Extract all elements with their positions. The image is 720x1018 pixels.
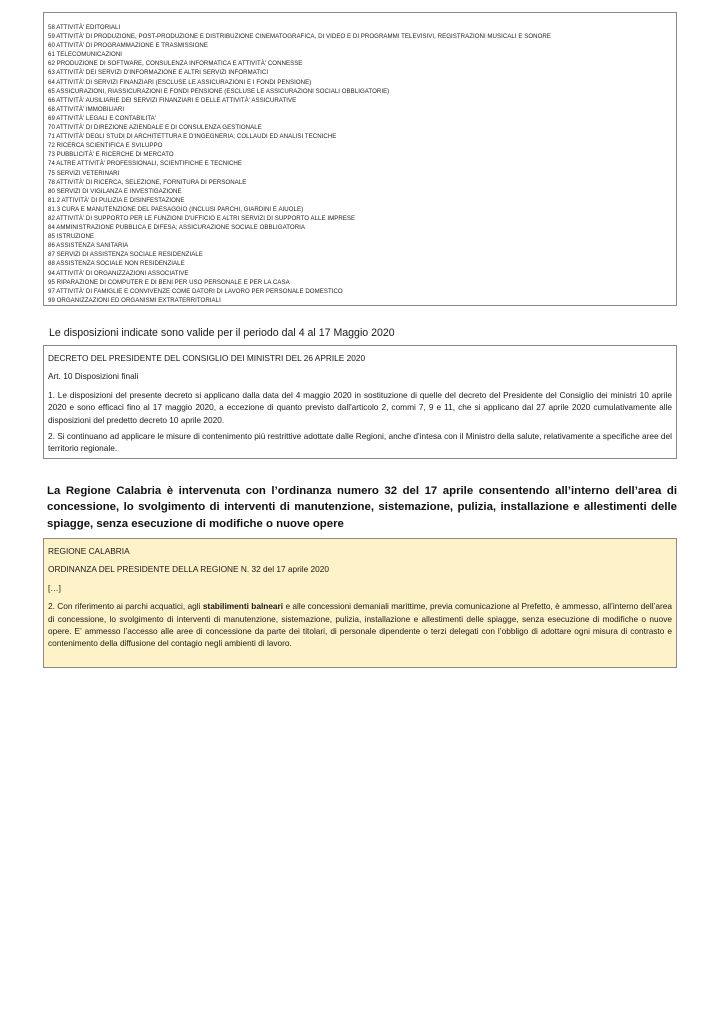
activity-code-line: 81.3 CURA E MANUTENZIONE DEL PAESAGGIO (INCLUSI PARCHI, GIARDINI E AIUOLE) <box>48 205 304 213</box>
activity-code-line: 65 ASSICURAZIONI, RIASSICURAZIONI E FONDI PENSIONE (ESCLUSE LE ASSICURAZIONI SOCIALI OBBLIGATORIE) <box>48 87 390 95</box>
validity-note: Le disposizioni indicate sono valide per il periodo dal 4 al 17 Maggio 2020 <box>49 327 395 339</box>
activity-code-line: 75 SERVIZI VETERINARI <box>48 169 120 177</box>
ordinance-paragraph-start: 2. Con riferimento ai parchi acquatici, agli <box>48 601 203 612</box>
activity-code-line: 69 ATTIVITÀ' LEGALI E CONTABILITA' <box>48 114 156 122</box>
activity-code-line: 85 ISTRUZIONE <box>48 233 95 241</box>
decree-article: Art. 10 Disposizioni finali <box>48 371 139 382</box>
activity-code-line: 97 ATTIVITÀ' DI FAMIGLIE E CONVIVENZE COME DATORI DI LAVORO PER PERSONALE DOMESTICO <box>48 287 343 295</box>
activity-codes-table <box>43 12 677 306</box>
ordinance-bold-phrase: stabilimenti balneari <box>202 601 284 612</box>
activity-code-line: 82 ATTIVITÀ' DI SUPPORTO PER LE FUNZIONI D'UFFICIO E ALTRI SERVIZI DI SUPPORTO ALLE IMPRESE <box>48 214 356 222</box>
activity-code-line: 81.2 ATTIVITÀ' DI PULIZIA E DISINFESTAZIONE <box>48 196 185 204</box>
activity-code-line: 84 AMMINISTRAZIONE PUBBLICA E DIFESA; ASSICURAZIONE SOCIALE OBBLIGATORIA <box>48 224 306 232</box>
activity-code-line: 62 PRODUZIONE DI SOFTWARE, CONSULENZA INFORMATICA E ATTIVITÀ' CONNESSE <box>48 60 303 68</box>
activity-code-line: 95 RIPARAZIONE DI COMPUTER E DI BENI PER USO PERSONALE E PER LA CASA <box>48 278 290 286</box>
ordinance-excerpt-box <box>43 538 677 668</box>
activity-code-line: 64 ATTIVITÀ' DI SERVIZI FINANZIARI (ESCLUSE LE ASSICURAZIONI E I FONDI PENSIONE) <box>48 78 312 86</box>
decree-title: DECRETO DEL PRESIDENTE DEL CONSIGLIO DEI MINISTRI DEL 26 APRILE 2020 <box>48 353 366 363</box>
activity-code-line: 61 TELECOMUNICAZIONI <box>48 51 123 59</box>
activity-code-line: 73 PUBBLICITÀ' E RICERCHE DI MERCATO <box>48 151 174 159</box>
activity-code-line: 88 ASSISTENZA SOCIALE NON RESIDENZIALE <box>48 260 185 268</box>
ordinance-paragraph <box>48 600 672 650</box>
activity-code-line: 59 ATTIVITÀ' DI PRODUZIONE, POST-PRODUZIONE E DISTRIBUZIONE CINEMATOGRAFICA, DI VIDEO E DI PROGRAMMI TELEVISIVI, REGISTRAZIONI MUSICALI E SONORE <box>48 33 551 41</box>
activity-code-line: 70 ATTIVITÀ' DI DIREZIONE AZIENDALE E DI CONSULENZA GESTIONALE <box>48 124 262 132</box>
activity-code-line: 68 ATTIVITÀ' IMMOBILIARI <box>48 105 125 113</box>
activity-code-line: 60 ATTIVITÀ' DI PROGRAMMAZIONE E TRASMISSIONE <box>48 42 208 50</box>
activity-code-line: 87 SERVIZI DI ASSISTENZA SOCIALE RESIDENZIALE <box>48 251 203 259</box>
decree-paragraph-1: 1. Le disposizioni del presente decreto si applicano dalla data del 4 maggio 2020 in sostituzione di quelle del decreto del Presidente del Consiglio dei ministri 10 aprile 2020 e sono efficaci fino al 17 maggio 2020, a eccezione di quanto previsto dall'articolo 2, commi 7, 9 e 11, che si applicano dal 27 aprile 2020 cumulativamente alle disposizioni del predetto decreto 10 aprile 2020. <box>48 389 672 425</box>
activity-code-line: 58 ATTIVITÀ' EDITORIALI <box>48 24 121 31</box>
activity-code-line: 72 RICERCA SCIENTIFICA E SVILUPPO <box>48 142 163 150</box>
ordinance-title: ORDINANZA DEL PRESIDENTE DELLA REGIONE N. 32 del 17 aprile 2020 <box>48 564 329 575</box>
activity-code-line: 63 ATTIVITÀ' DEI SERVIZI D'INFORMAZIONE E ALTRI SERVIZI INFORMATICI <box>48 69 269 77</box>
activity-code-line: 99 ORGANIZZAZIONI ED ORGANISMI EXTRATERRITORIALI <box>48 296 221 304</box>
activity-code-line: 71 ATTIVITÀ' DEGLI STUDI DI ARCHITETTURA E D'INGEGNERIA; COLLAUDI ED ANALISI TECNICHE <box>48 133 337 141</box>
activity-code-line: 78 ATTIVITÀ' DI RICERCA, SELEZIONE, FORNITURA DI PERSONALE <box>48 178 247 186</box>
activity-code-line: 80 SERVIZI DI VIGILANZA E INVESTIGAZIONE <box>48 187 182 195</box>
ordinance-paragraph-end: e alle concessioni demaniali marittime, previa comunicazione al Prefetto, è ammesso, all’interno dell’area di concessione, lo svolgimento di interventi di manutenzione, sistemazione, pulizia, installazione e allestimenti delle spiagge, senza esecuzione di modifiche o nuove opere. E’ ammesso l’accesso alle aree di concessione da parte dei titolari, di personale dipendente o terzi delegati con l’obbligo di adottare ogni misura di contrasto e contenimento della diffusione del contagio negli ambienti di lavoro. <box>48 601 672 649</box>
activity-code-line: 86 ASSISTENZA SANITARIA <box>48 242 129 250</box>
decree-paragraph-2: 2. Si continuano ad applicare le misure di contenimento più restrittive adottate dalle Regioni, anche d'intesa con il Ministro della salute, relativamente a specifiche aree del territorio regionale. <box>48 431 672 454</box>
ordinance-region: REGIONE CALABRIA <box>48 546 130 556</box>
activity-code-line: 66 ATTIVITÀ' AUSILIARIE DEI SERVIZI FINANZIARI E DELLE ATTIVITÀ' ASSICURATIVE <box>48 96 297 104</box>
calabria-headline: La Regione Calabria è intervenuta con l’ordinanza numero 32 del 17 aprile consentendo all’interno dell’area di concessione, lo svolgimento di interventi di manutenzione, sistemazione, pulizia, installazione e allestimenti delle spiagge, senza esecuzione di modifiche o nuove opere <box>47 485 677 530</box>
ordinance-ellipsis: […] <box>48 582 61 593</box>
activity-code-line: 74 ALTRE ATTIVITÀ' PROFESSIONALI, SCIENTIFICHE E TECNICHE <box>48 160 242 168</box>
decree-excerpt-box <box>43 345 677 459</box>
activity-code-line: 94 ATTIVITÀ' DI ORGANIZZAZIONI ASSOCIATIVE <box>48 269 189 277</box>
